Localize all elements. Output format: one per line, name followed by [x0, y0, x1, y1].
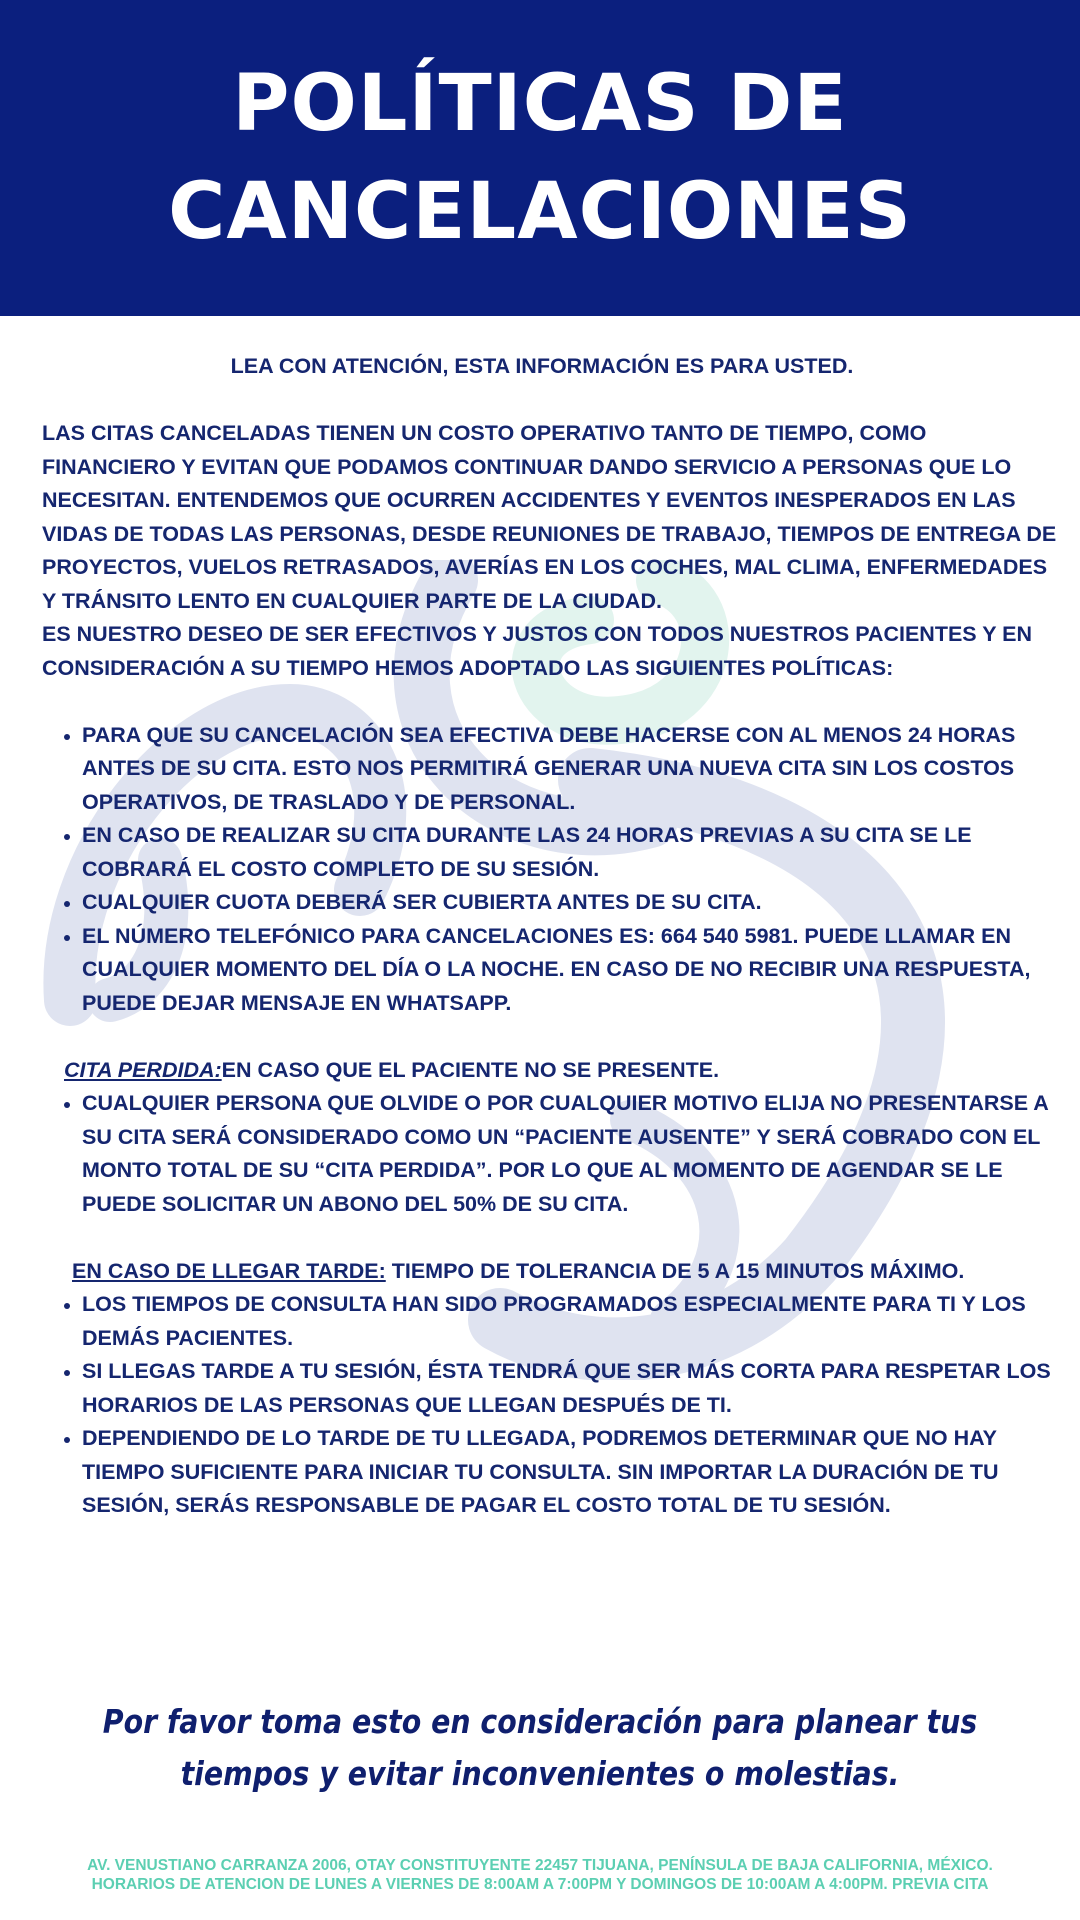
late-label: EN CASO DE LLEGAR TARDE:: [72, 1258, 386, 1283]
late-item: • SI LLEGAS TARDE A TU SESIÓN, ÉSTA TENDRÁ QUE SER MÁS CORTA PARA RESPETAR LOS HORARIOS DE LAS PERSONAS QUE LLEGAN DESPUÉS DE TI.: [82, 1355, 1062, 1422]
missed-heading: [42, 1054, 1062, 1088]
missed-text: EN CASO QUE EL PACIENTE NO SE PRESENTE.: [221, 1057, 720, 1082]
missed-item: • CUALQUIER PERSONA QUE OLVIDE O POR CUALQUIER MOTIVO ELIJA NO PRESENTARSE A SU CITA SERÁ CONSIDERADO COMO UN “PACIENTE AUSENTE” Y SERÁ COBRADO CON EL MONTO TOTAL DE SU “CITA PERDIDA”. POR LO QUE AL MOMENTO DE AGENDAR SE LE PUEDE SOLICITAR UN ABONO DEL 50% DE SU CITA.: [82, 1087, 1062, 1221]
page-title: [168, 50, 912, 266]
late-text: TIEMPO DE TOLERANCIA DE 5 A 15 MINUTOS MÁXIMO.: [385, 1258, 965, 1283]
intro-paragraph-1: LAS CITAS CANCELADAS TIENEN UN COSTO OPERATIVO TANTO DE TIEMPO, COMO FINANCIERO Y EVITAN QUE PODAMOS CONTINUAR DANDO SERVICIO A PERSONAS QUE LO NECESITAN. ENTENDEMOS QUE OCURREN ACCIDENTES Y EVENTOS INESPERADOS EN LAS VIDAS DE TODAS LAS PERSONAS, DESDE REUNIONES DE TRABAJO, TIEMPOS DE ENTREGA DE PROYECTOS, VUELOS RETRASADOS, AVERÍAS EN LOS COCHES, MAL CLIMA, ENFERMEDADES Y TRÁNSITO LENTO EN CUALQUIER PARTE DE LA CIUDAD.: [42, 421, 1057, 613]
closing-message: [76, 1696, 1005, 1800]
footer: [0, 1856, 1080, 1894]
policy-item: • EN CASO DE REALIZAR SU CITA DURANTE LAS 24 HORAS PREVIAS A SU CITA SE LE COBRARÁ EL COSTO COMPLETO DE SU SESIÓN.: [82, 819, 1062, 886]
title-line-2: CANCELACIONES: [168, 167, 912, 257]
late-heading: [42, 1255, 1062, 1289]
spacer: [42, 1020, 1062, 1054]
missed-label: CITA PERDIDA:: [64, 1057, 222, 1082]
missed-list: [42, 1087, 1062, 1221]
policy-item: • PARA QUE SU CANCELACIÓN SEA EFECTIVA DEBE HACERSE CON AL MENOS 24 HORAS ANTES DE SU CITA. ESTO NOS PERMITIRÁ GENERAR UNA NUEVA CITA SIN LOS COSTOS OPERATIVOS, DE TRASLADO Y DE PERSONAL.: [82, 719, 1062, 820]
late-item: • LOS TIEMPOS DE CONSULTA HAN SIDO PROGRAMADOS ESPECIALMENTE PARA TI Y LOS DEMÁS PACIENTES.: [82, 1288, 1062, 1355]
intro-paragraph-2: ES NUESTRO DESEO DE SER EFECTIVOS Y JUSTOS CON TODOS NUESTROS PACIENTES Y EN CONSIDERACIÓN A SU TIEMPO HEMOS ADOPTADO LAS SIGUIENTES POLÍTICAS:: [42, 622, 1033, 680]
header-banner: [0, 0, 1080, 316]
spacer: [42, 1221, 1062, 1255]
policy-item: • EL NÚMERO TELEFÓNICO PARA CANCELACIONES ES: 664 540 5981. PUEDE LLAMAR EN CUALQUIER MOMENTO DEL DÍA O LA NOCHE. EN CASO DE NO RECIBIR UNA RESPUESTA, PUEDE DEJAR MENSAJE EN WHATSAPP.: [82, 920, 1062, 1021]
title-line-1: POLÍTICAS DE: [232, 59, 848, 149]
policy-list: [42, 719, 1062, 1021]
policy-item: • CUALQUIER CUOTA DEBERÁ SER CUBIERTA ANTES DE SU CITA.: [82, 886, 1062, 920]
late-list: [42, 1288, 1062, 1523]
closing-line-1: Por favor toma esto en consideración para planear tus: [102, 1702, 978, 1741]
spacer: [42, 685, 1062, 719]
closing-line-2: tiempos y evitar inconvenientes o molestias.: [180, 1754, 900, 1793]
footer-address: AV. VENUSTIANO CARRANZA 2006, OTAY CONSTITUYENTE 22457 TIJUANA, PENÍNSULA DE BAJA CALIFORNIA, MÉXICO.: [87, 1857, 993, 1874]
notice-line: LEA CON ATENCIÓN, ESTA INFORMACIÓN ES PARA USTED.: [230, 354, 854, 378]
spacer: [42, 384, 1062, 418]
footer-hours: HORARIOS DE ATENCION DE LUNES A VIERNES DE 8:00AM A 7:00PM Y DOMINGOS DE 10:00AM A 4:00PM. PREVIA CITA: [91, 1876, 989, 1893]
late-item: • DEPENDIENDO DE LO TARDE DE TU LLEGADA, PODREMOS DETERMINAR QUE NO HAY TIEMPO SUFICIENTE PARA INICIAR TU CONSULTA. SIN IMPORTAR LA DURACIÓN DE TU SESIÓN, SERÁS RESPONSABLE DE PAGAR EL COSTO TOTAL DE TU SESIÓN.: [82, 1422, 1062, 1523]
policy-content: [42, 350, 1062, 1523]
